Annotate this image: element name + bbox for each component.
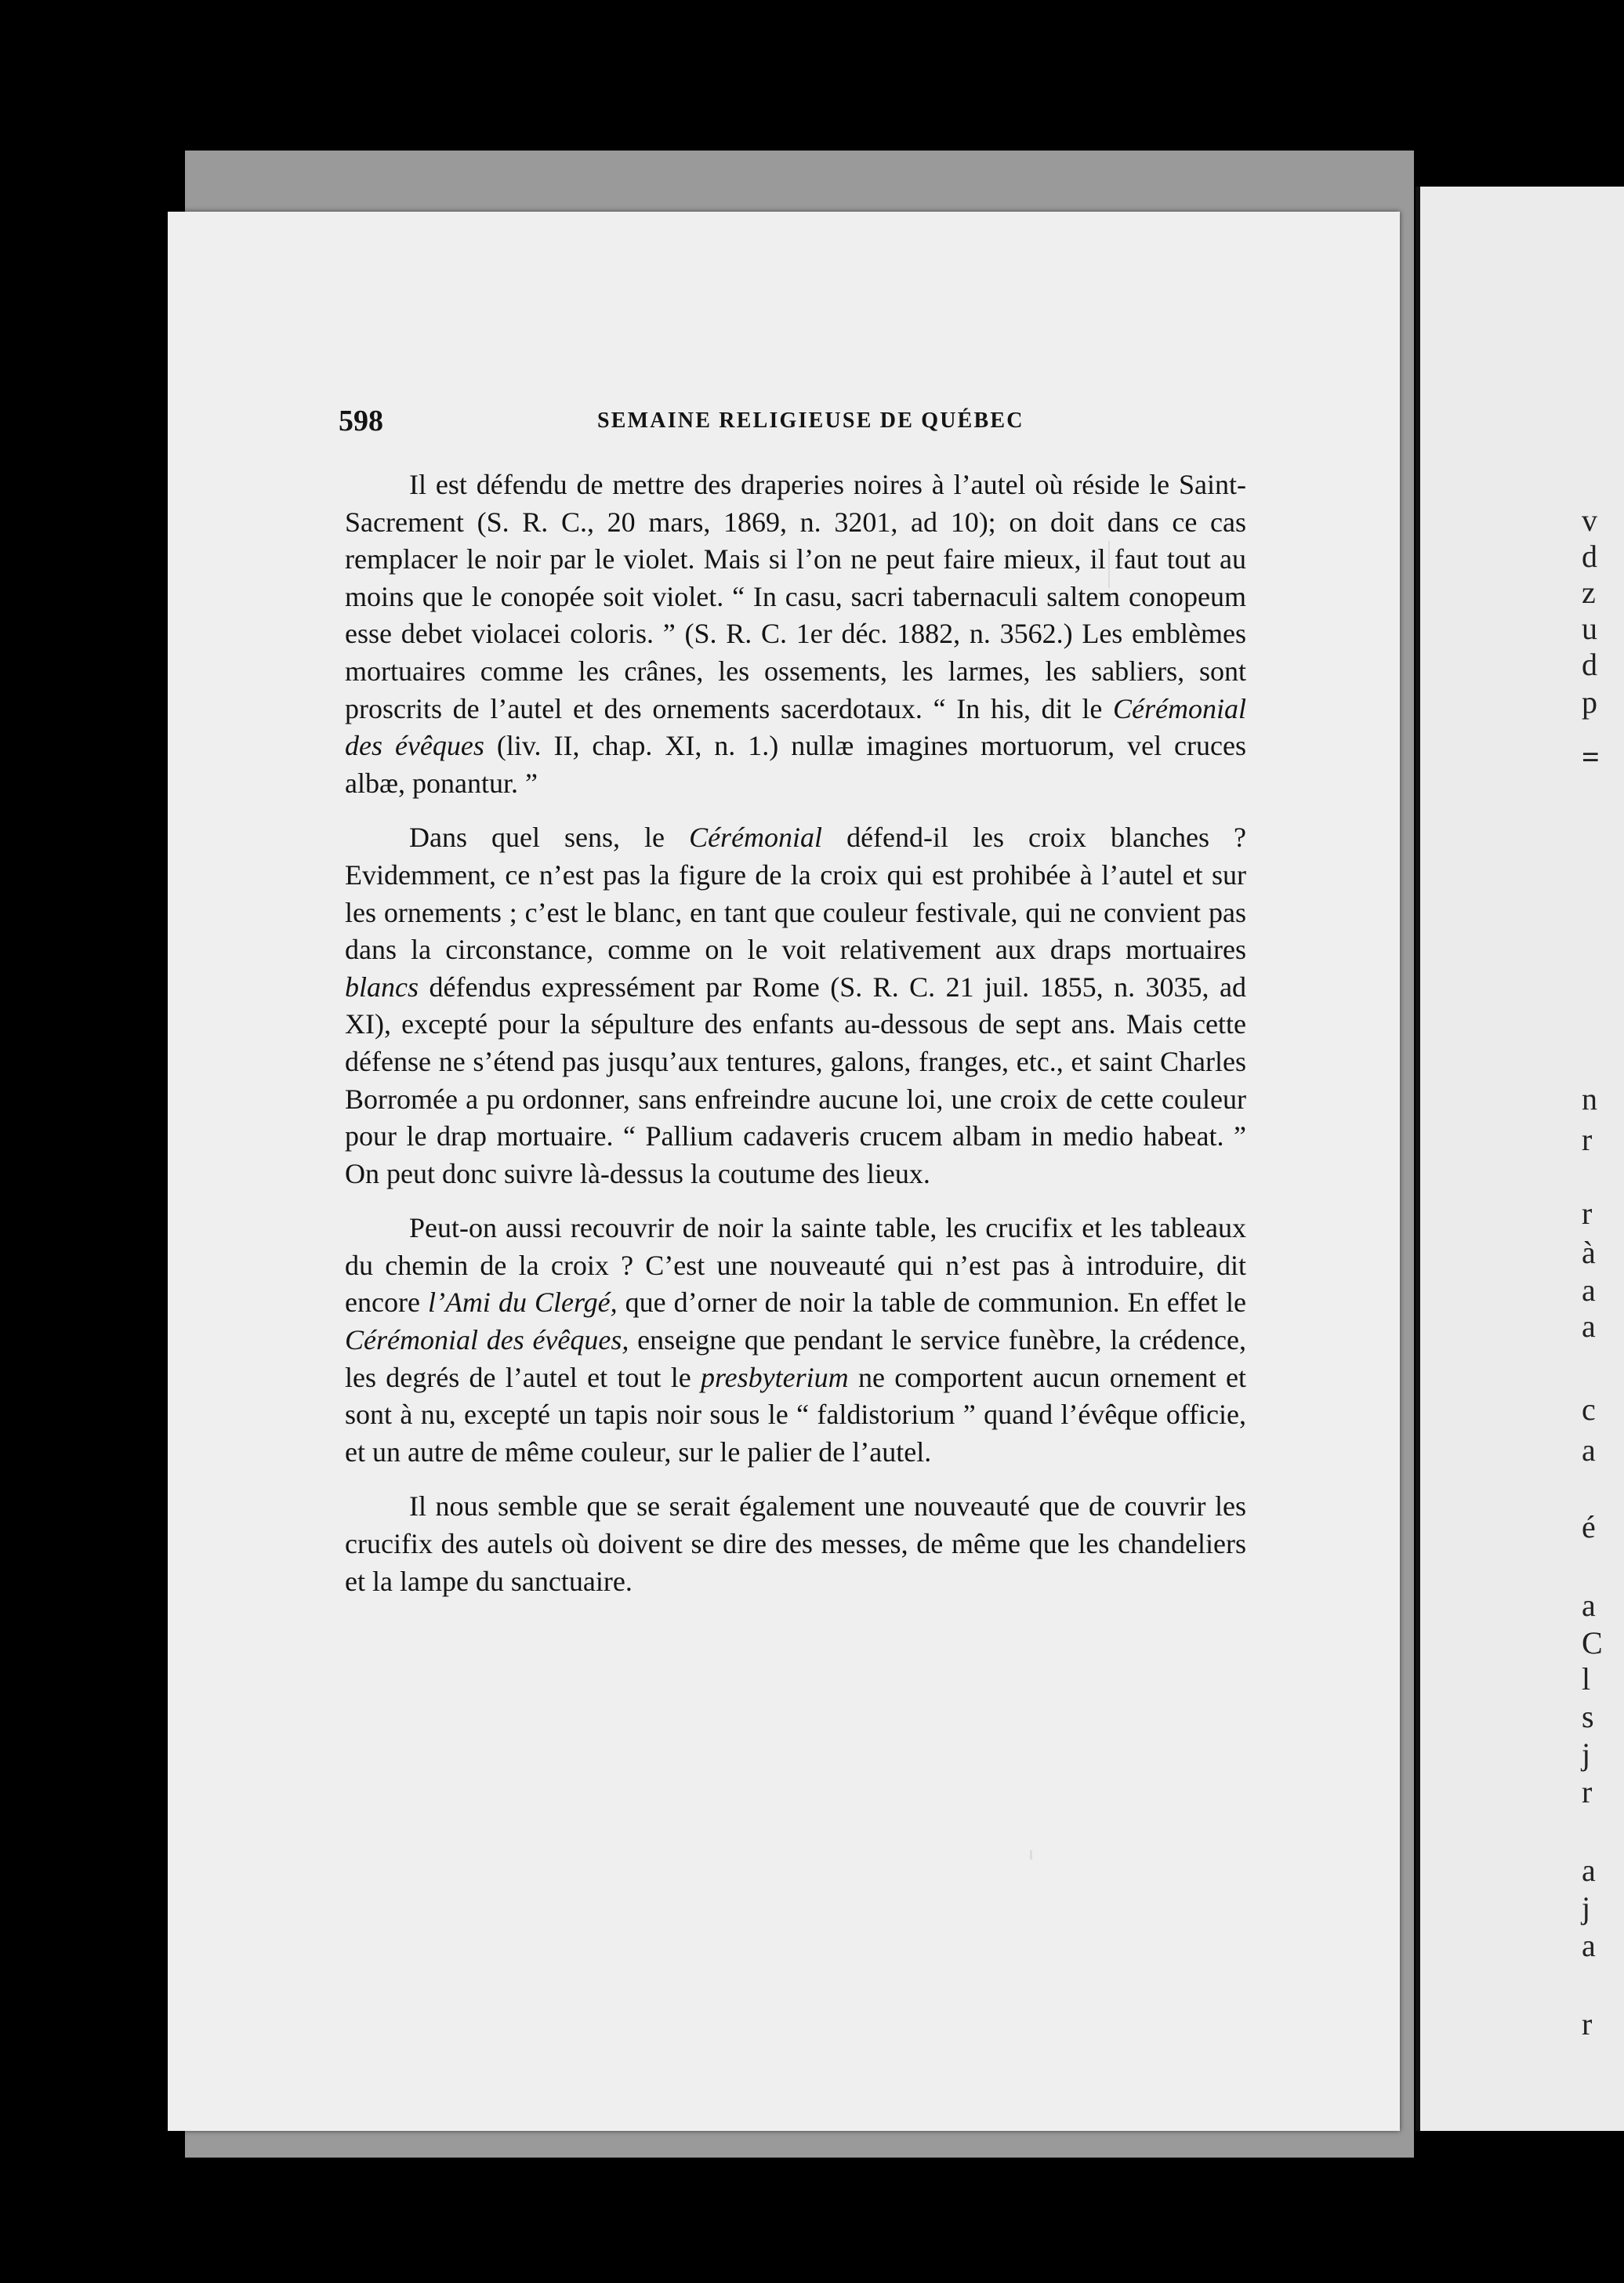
facing-page-letter: j	[1582, 1890, 1591, 1925]
facing-page-letter: a	[1582, 1308, 1596, 1344]
text-run: Il nous semble que se serait également une nouveauté que de couvrir les crucifix des autels où doivent se dire des messes, de même que les chandeliers et la lampe du sanctuaire.	[345, 1490, 1246, 1597]
facing-page	[1416, 187, 1624, 2131]
italic-text-run: l’Ami du Clergé,	[427, 1287, 618, 1319]
text-run: ne comportent aucun ornement et sont à nu, excepté un tapis noir sous le “ faldistorium ” quand l’évêque officie, et un autre de même couleur, sur le palier de l’autel.	[345, 1361, 1246, 1468]
journal-title: SEMAINE RELIGIEUSE DE QUÉBEC	[597, 408, 1024, 433]
facing-page-letter: r	[1582, 1196, 1593, 1231]
facing-page-letter: r	[1582, 1122, 1593, 1157]
article-body	[345, 466, 1246, 1617]
paragraph	[345, 1488, 1246, 1600]
facing-page-letter: u	[1582, 611, 1597, 646]
facing-page-letter: =	[1582, 739, 1600, 775]
italic-text-run: presbyterium	[701, 1361, 849, 1393]
text-run: Dans quel sens, le	[409, 822, 690, 854]
facing-page-letter: d	[1582, 539, 1597, 574]
facing-page-letter: c	[1582, 1392, 1596, 1427]
paper-mark	[1030, 1850, 1032, 1860]
facing-page-letter: C	[1582, 1625, 1603, 1661]
facing-page-letter: a	[1582, 1853, 1596, 1888]
text-run: défendus expressément par Rome (S. R. C. 21 juil. 1855, n. 3035, ad XI), excepté pour la sépulture des enfants au-dessous de sept ans. Mais cette défense ne s’étend pas jusqu’aux tentures, galons, franges, etc., et saint Charles Borromée a pu ordonner, sans enfreindre aucune loi, une croix de cette couleur pour le drap mortuaire. “ Pallium cadaveris crucem albam in medio habeat. ” On peut donc suivre là-dessus la coutume des lieux.	[345, 971, 1246, 1189]
text-run: Peut-on aussi recouvrir de noir la sainte table, les crucifix et les tableaux du chemin de la croix ? C’est une nouveauté qui n’est pas à introduire, dit encore	[345, 1212, 1246, 1319]
facing-page-letter: a	[1582, 1928, 1596, 1963]
facing-page-letter: l	[1582, 1661, 1591, 1697]
text-run: (liv. II, chap. XI, n. 1.) nullæ imagines mortuorum, vel cruces albæ, ponantur. ”	[345, 730, 1246, 799]
facing-page-letter: a	[1582, 1588, 1596, 1623]
paragraph	[345, 466, 1246, 802]
facing-page-letter: s	[1582, 1699, 1594, 1734]
facing-page-letter: z	[1582, 575, 1596, 610]
facing-page-letter: r	[1582, 1774, 1593, 1809]
facing-page-letter: n	[1582, 1081, 1597, 1116]
italic-text-run: Cérémonial	[689, 822, 823, 854]
text-run: enseigne que pendant le service funèbre, la crédence, les degrés de l’autel et tout le	[345, 1324, 1246, 1393]
running-head	[339, 404, 1248, 445]
facing-page-letter: à	[1582, 1235, 1596, 1270]
facing-page-letter: p	[1582, 684, 1597, 720]
facing-page-letter: r	[1582, 2006, 1593, 2042]
italic-text-run: Cérémonial des évêques,	[345, 1324, 629, 1356]
facing-page-letter: v	[1582, 503, 1597, 538]
facing-page-letter: a	[1582, 1272, 1596, 1308]
italic-text-run: blancs	[345, 971, 419, 1003]
paragraph	[345, 819, 1246, 1192]
facing-page-letter: é	[1582, 1509, 1596, 1544]
facing-page-letter: j	[1582, 1737, 1591, 1772]
facing-page-letter: d	[1582, 647, 1597, 682]
text-run: défend-il les croix blanches ? Evidemment, ce n’est pas la figure de la croix qui est prohibée à l’autel et sur les ornements ; c’est le blanc, en tant que couleur festivale, qui ne convient pas dans la circonstance, comme on le voit relativement aux draps mortuaires	[345, 822, 1246, 966]
paragraph	[345, 1210, 1246, 1471]
text-run: Il est défendu de mettre des draperies noires à l’autel où réside le Saint-Sacrement (S. R. C., 20 mars, 1869, n. 3201, ad 10); on doit dans ce cas remplacer le noir par le violet. Mais si l’on ne peut faire mieux, il faut tout au moins que le conopée soit violet. “ In casu, sacri tabernaculi saltem conopeum esse debet violacei coloris. ” (S. R. C. 1er déc. 1882, n. 3562.) Les emblèmes mortuaires comme les crânes, les ossements, les larmes, les sabliers, sont proscrits de l’autel et des ornements sacerdotaux. “ In his, dit le	[345, 469, 1246, 724]
italic-text-run: Cérémonial des évêques	[345, 692, 1246, 762]
text-run: que d’orner de noir la table de communion. En effet le	[617, 1287, 1246, 1319]
page-number: 598	[339, 405, 383, 437]
facing-page-letter: a	[1582, 1432, 1596, 1468]
